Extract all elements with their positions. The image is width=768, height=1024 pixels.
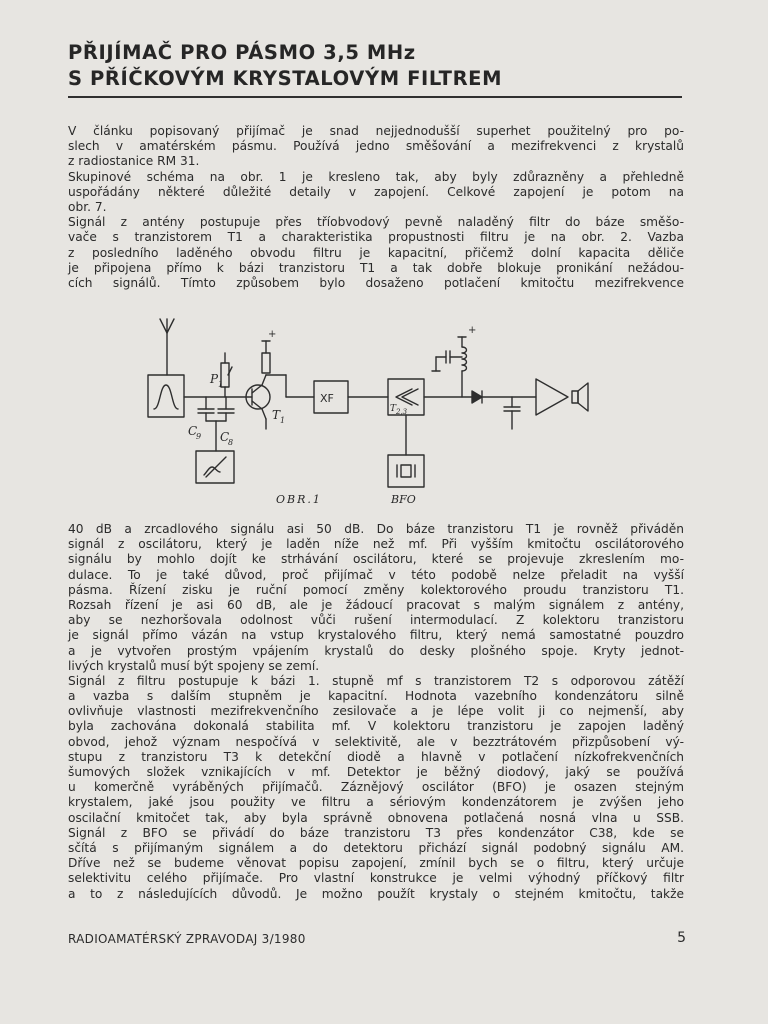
text-line: krystalem, jaké jsou použity ve filtru a sériovým kondenzátorem je zvýšen jeho [68, 795, 684, 810]
text-line: je připojena přímo k bázi tranzistoru T1 a tak dobře blokuje pronikání nežádou- [68, 260, 684, 275]
label-t23-sub: 2,3 [396, 408, 408, 416]
bfo-block [388, 455, 424, 487]
text-line: 40 dB a zrcadlového signálu asi 50 dB. Do báze tranzistoru T1 je rovněž přiváděn [68, 522, 684, 536]
text-line: Dříve než se budeme věnovat popisu zapojení, zmínil bych se o filtru, který určuje [68, 856, 684, 871]
output-capacitor [504, 397, 520, 429]
speaker-icon [572, 383, 588, 411]
text-line: vače s tranzistorem T1 a charakteristika propustnosti filtru je na obr. 2. Vazba [68, 230, 684, 245]
collector-resistor [262, 341, 270, 373]
text-line: V článku popisovaný přijímač je snad nejjednodušší superhet použitelný pro po- [68, 124, 684, 138]
bfo-caption: BFO [391, 493, 416, 506]
label-c8-sub: 8 [228, 438, 234, 447]
text-line: signálu by mohlo dojít ke strhávání oscilátoru, které se projevuje zkreslením mo- [68, 552, 684, 567]
af-amplifier-symbol [536, 379, 568, 415]
text-line: cích signálů. Tímto způsobem bylo dosaženo potlačení kmitočtu mezifrekvence [68, 275, 684, 290]
text-line: aby se nezhoršovala odolnost vůči rušení intermodulací. Z kolektoru tranzistoru [68, 613, 684, 628]
label-c9: C [188, 424, 198, 438]
text-line: z radiostanice RM 31. [68, 154, 200, 169]
label-plus-top: + [268, 329, 277, 340]
label-c9-sub: 9 [196, 432, 202, 441]
capacitor-c8 [218, 397, 234, 421]
text-line: byla zachována dokonalá stabilita mf. V kolektoru tranzistoru je zapojen laděný [68, 719, 684, 734]
text-line: z posledního laděného obvodu filtru je kapacitní, přičemž dolní kapacita děliče [68, 245, 684, 260]
text-line: uspořádány některé důležité detaily v zapojení. Celkové zapojení je potom na [68, 184, 684, 199]
text-line: Skupinové schéma na obr. 1 je kresleno tak, aby byly zdůrazněny a přehledně [68, 169, 684, 184]
text-line: je signál přímo vázán na vstup krystalového filtru, který nemá samostatné pouzdro [68, 628, 684, 643]
article-title [68, 40, 688, 92]
page-number: 5 [677, 930, 686, 946]
body-text [68, 522, 684, 902]
label-t1: T [272, 408, 281, 422]
text-line: selektivitu celého přijímače. Pro vlastní konstrukce je velmi výhodný příčkový filtr [68, 871, 684, 886]
antenna-symbol [160, 319, 174, 375]
text-line: ovlivňuje vlastnosti mezifrekvenčního zesilovače a je lépe volit ji co nejmenší, aby [68, 704, 684, 719]
text-line: stupu z tranzistoru T3 k detekční diodě a hlavně v potlačení nízkofrekvenčních [68, 749, 684, 764]
capacitor-c9 [198, 397, 214, 421]
label-p1: P [210, 372, 219, 386]
text-line: a je vytvořen prostým vpájením krystalů do desky plošného spoje. Kryty jednot- [68, 643, 684, 658]
text-line: obr. 7. [68, 199, 107, 214]
text-line: Signál z antény postupuje přes tříobvodový pevně naladěný filtr do báze směšo- [68, 215, 684, 230]
input-filter-block [148, 375, 184, 417]
local-oscillator-block [196, 451, 234, 483]
text-line: sčítá s přijímaným signálem a do detektoru přichází signál podobný signálu AM. [68, 840, 684, 855]
title-line-1: PŘIJÍMAČ PRO PÁSMO 3,5 MHz [68, 41, 416, 64]
text-line: Signál z BFO se přivádí do báze tranzistoru T3 přes kondenzátor C38, kde se [68, 825, 684, 840]
label-t23: T [390, 404, 397, 414]
text-line: signál z oscilátoru, který je laděn níže než mf. Při vyšším kmitočtu oscilátorového [68, 537, 684, 552]
label-p1-sub: 1 [218, 380, 224, 389]
text-line: a to z následujících důvodů. Je možno použít krystaly o stejném kmitočtu, takže [68, 886, 684, 901]
text-line: šumových složek vznikajících v mf. Detektor je běžný diodový, jaký se používá [68, 765, 684, 779]
text-line: dulace. To je také důvod, proč přijímač v této podobě nelze přeladit na vyšší [68, 567, 684, 582]
potentiometer-p1 [221, 353, 232, 397]
text-line: u komerčně vyráběných přijímačů. Záznějový oscilátor (BFO) je osazen stejným [68, 780, 684, 795]
title-rule [68, 96, 682, 98]
text-line: Signál z filtru postupuje k bázi 1. stupně mf s tranzistorem T2 s odporovou zátěží [68, 673, 684, 688]
text-line: pásma. Řízení zisku je ruční pomocí změny kolektorového proudu tranzistoru T1. [68, 582, 684, 597]
title-line-2: S PŘÍČKOVÝM KRYSTALOVÝM FILTREM [68, 67, 503, 90]
label-plus-right: + [468, 325, 477, 336]
journal-name: RADIOAMATÉRSKÝ ZPRAVODAJ 3/1980 [68, 932, 306, 946]
figure-caption: OBR.1 [276, 493, 322, 506]
tuned-circuit [432, 337, 467, 397]
block-diagram [136, 305, 636, 515]
text-line: a vazba s dalším stupněm je kapacitní. Hodnota vazebního kondenzátoru silně [68, 689, 684, 704]
text-line: slech v amatérském pásmu. Používá jedno směšování a mezifrekvenci z krystalů [68, 139, 684, 154]
text-line: obvod, jehož význam nespočívá v selektivitě, ale v bezztrátovém přizpůsobení vý- [68, 734, 684, 749]
intro-text [68, 124, 684, 291]
text-line: oscilační kmitočet tak, aby byla správně obnovena potlačená nosná vlna u SSB. [68, 810, 684, 825]
transistor-t1 [246, 375, 270, 429]
text-line: Rozsah řízení je asi 60 dB, ale je žádoucí pracovat s malým signálem z antény, [68, 597, 684, 612]
label-t1-sub: 1 [280, 416, 286, 425]
label-c8: C [220, 430, 230, 444]
label-xf: XF [320, 392, 334, 405]
detector-diode [472, 391, 536, 403]
text-line: livých krystalů musí být spojeny se zemí. [68, 658, 320, 673]
